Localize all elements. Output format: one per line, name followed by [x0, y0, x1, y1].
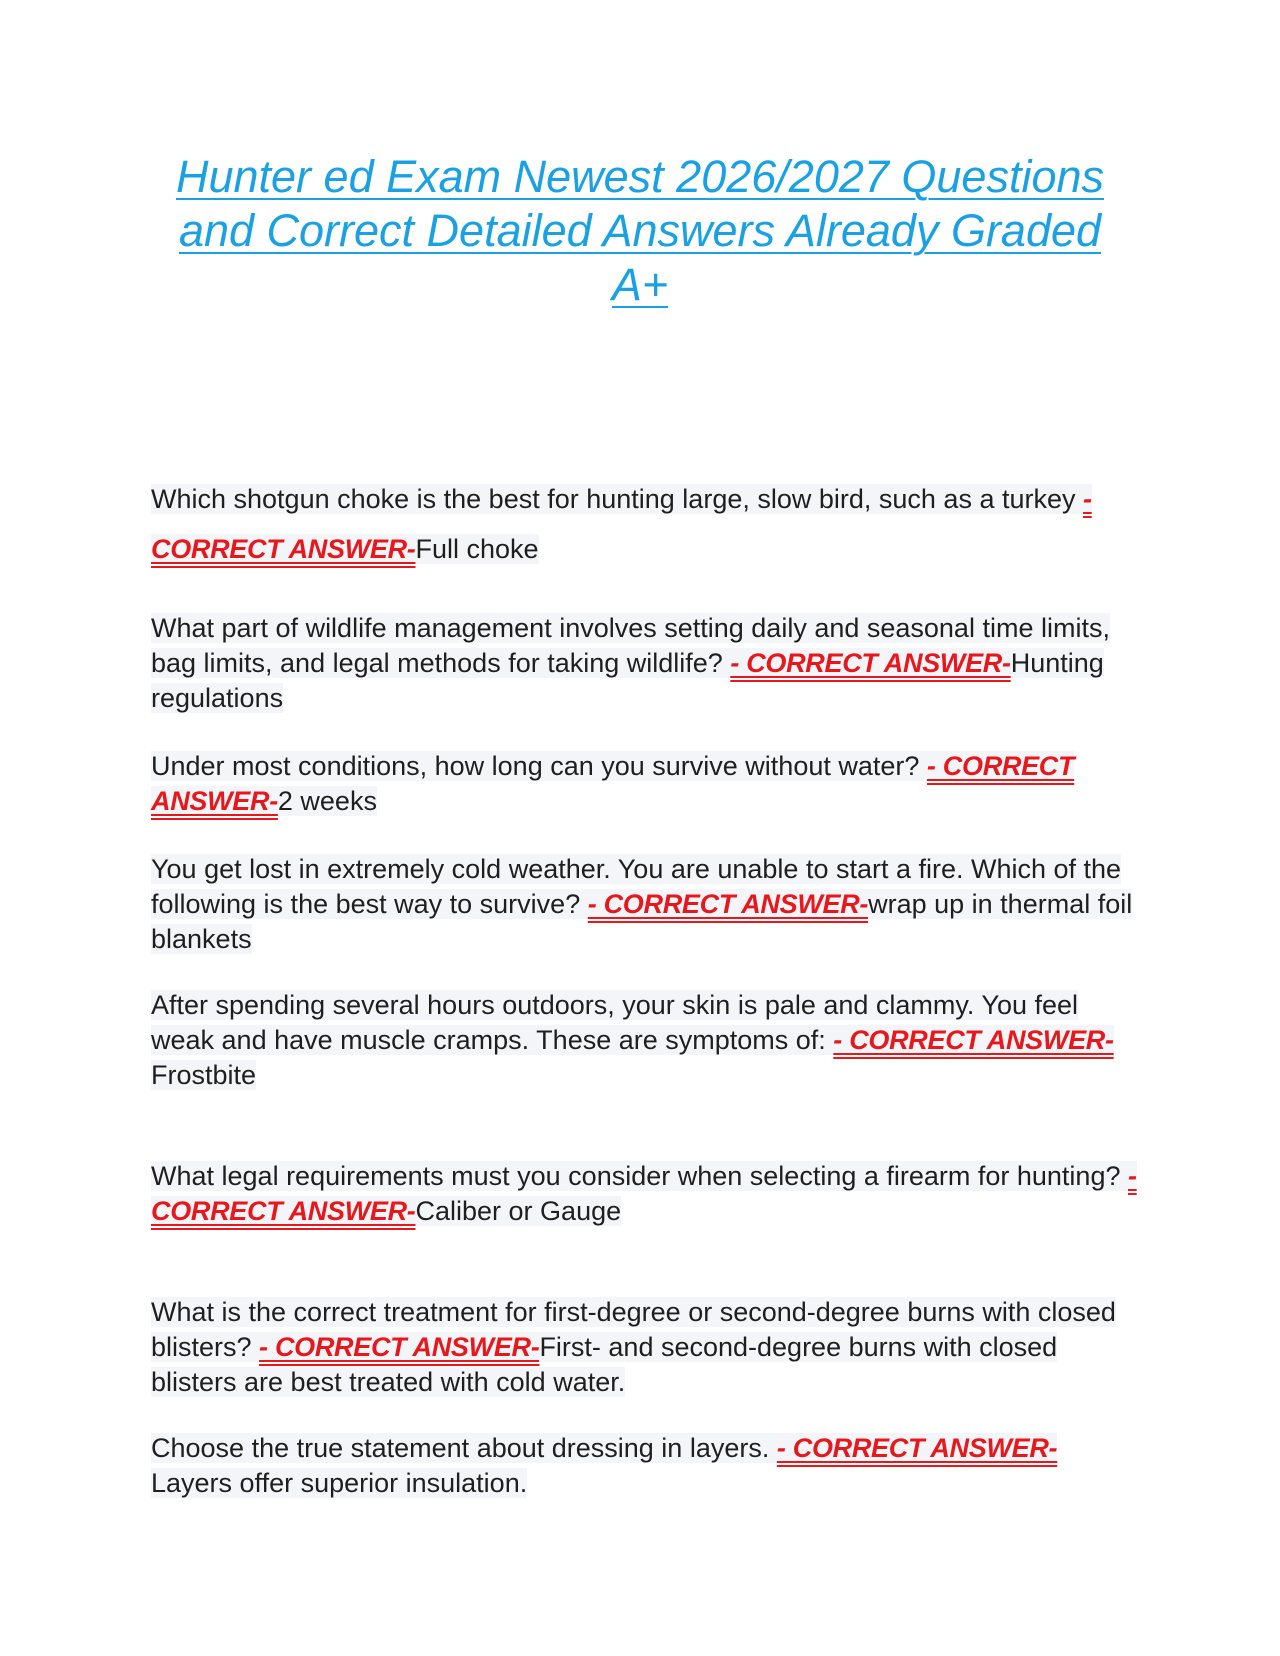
question-text: Which shotgun choke is the best for hunting large, slow bird, such as a turkey	[151, 484, 1083, 514]
answer-text: Layers offer superior insulation.	[151, 1468, 528, 1498]
correct-answer-marker: - CORRECT ANSWER-	[587, 889, 869, 919]
correct-answer-marker: - CORRECT ANSWER-	[151, 1161, 1137, 1226]
qa-item-2	[151, 611, 1141, 716]
question-text: After spending several hours outdoors, your skin is pale and clammy. You feel weak and have muscle cramps. These are symptoms of:	[151, 990, 1079, 1055]
answer-text: Frostbite	[151, 1060, 257, 1090]
qa-item-7	[151, 1295, 1141, 1400]
document-title: Hunter ed Exam Newest 2026/2027 Questions and Correct Detailed Answers Already Graded A+	[175, 151, 1105, 310]
qa-item-6	[151, 1159, 1141, 1229]
question-text: Choose the true statement about dressing in layers.	[151, 1433, 777, 1463]
answer-text: Hunting regulations	[151, 648, 1104, 713]
qa-item-1	[151, 474, 1141, 574]
correct-answer-marker: - CORRECT ANSWER-	[151, 484, 1092, 564]
question-text: You get lost in extremely cold weather. You are unable to start a fire. Which of the following is the best way to survive?	[151, 854, 1122, 919]
correct-answer-marker: - CORRECT ANSWER-	[151, 751, 1075, 816]
answer-text: wrap up in thermal foil blankets	[151, 889, 1133, 954]
answer-text: Caliber or Gauge	[415, 1196, 622, 1226]
qa-item-4	[151, 852, 1141, 957]
question-text: What part of wildlife management involves setting daily and seasonal time limits, bag limits, and legal methods for taking wildlife?	[151, 613, 1110, 678]
answer-text: First- and second-degree burns with closed blisters are best treated with cold water.	[151, 1332, 1058, 1397]
correct-answer-marker: - CORRECT ANSWER-	[730, 648, 1011, 678]
answer-text: Full choke	[415, 534, 539, 564]
qa-item-5	[151, 988, 1141, 1093]
question-text: What is the correct treatment for first-degree or second-degree burns with closed blisters?	[151, 1297, 1116, 1362]
question-text: Under most conditions, how long can you survive without water?	[151, 751, 927, 781]
qa-item-3	[151, 749, 1141, 819]
question-text: What legal requirements must you consider when selecting a firearm for hunting?	[151, 1161, 1128, 1191]
answer-text: 2 weeks	[277, 786, 377, 816]
qa-item-8	[151, 1431, 1141, 1501]
correct-answer-marker: - CORRECT ANSWER-	[776, 1433, 1058, 1463]
correct-answer-marker: - CORRECT ANSWER-	[833, 1025, 1114, 1055]
correct-answer-marker: - CORRECT ANSWER-	[259, 1332, 540, 1362]
